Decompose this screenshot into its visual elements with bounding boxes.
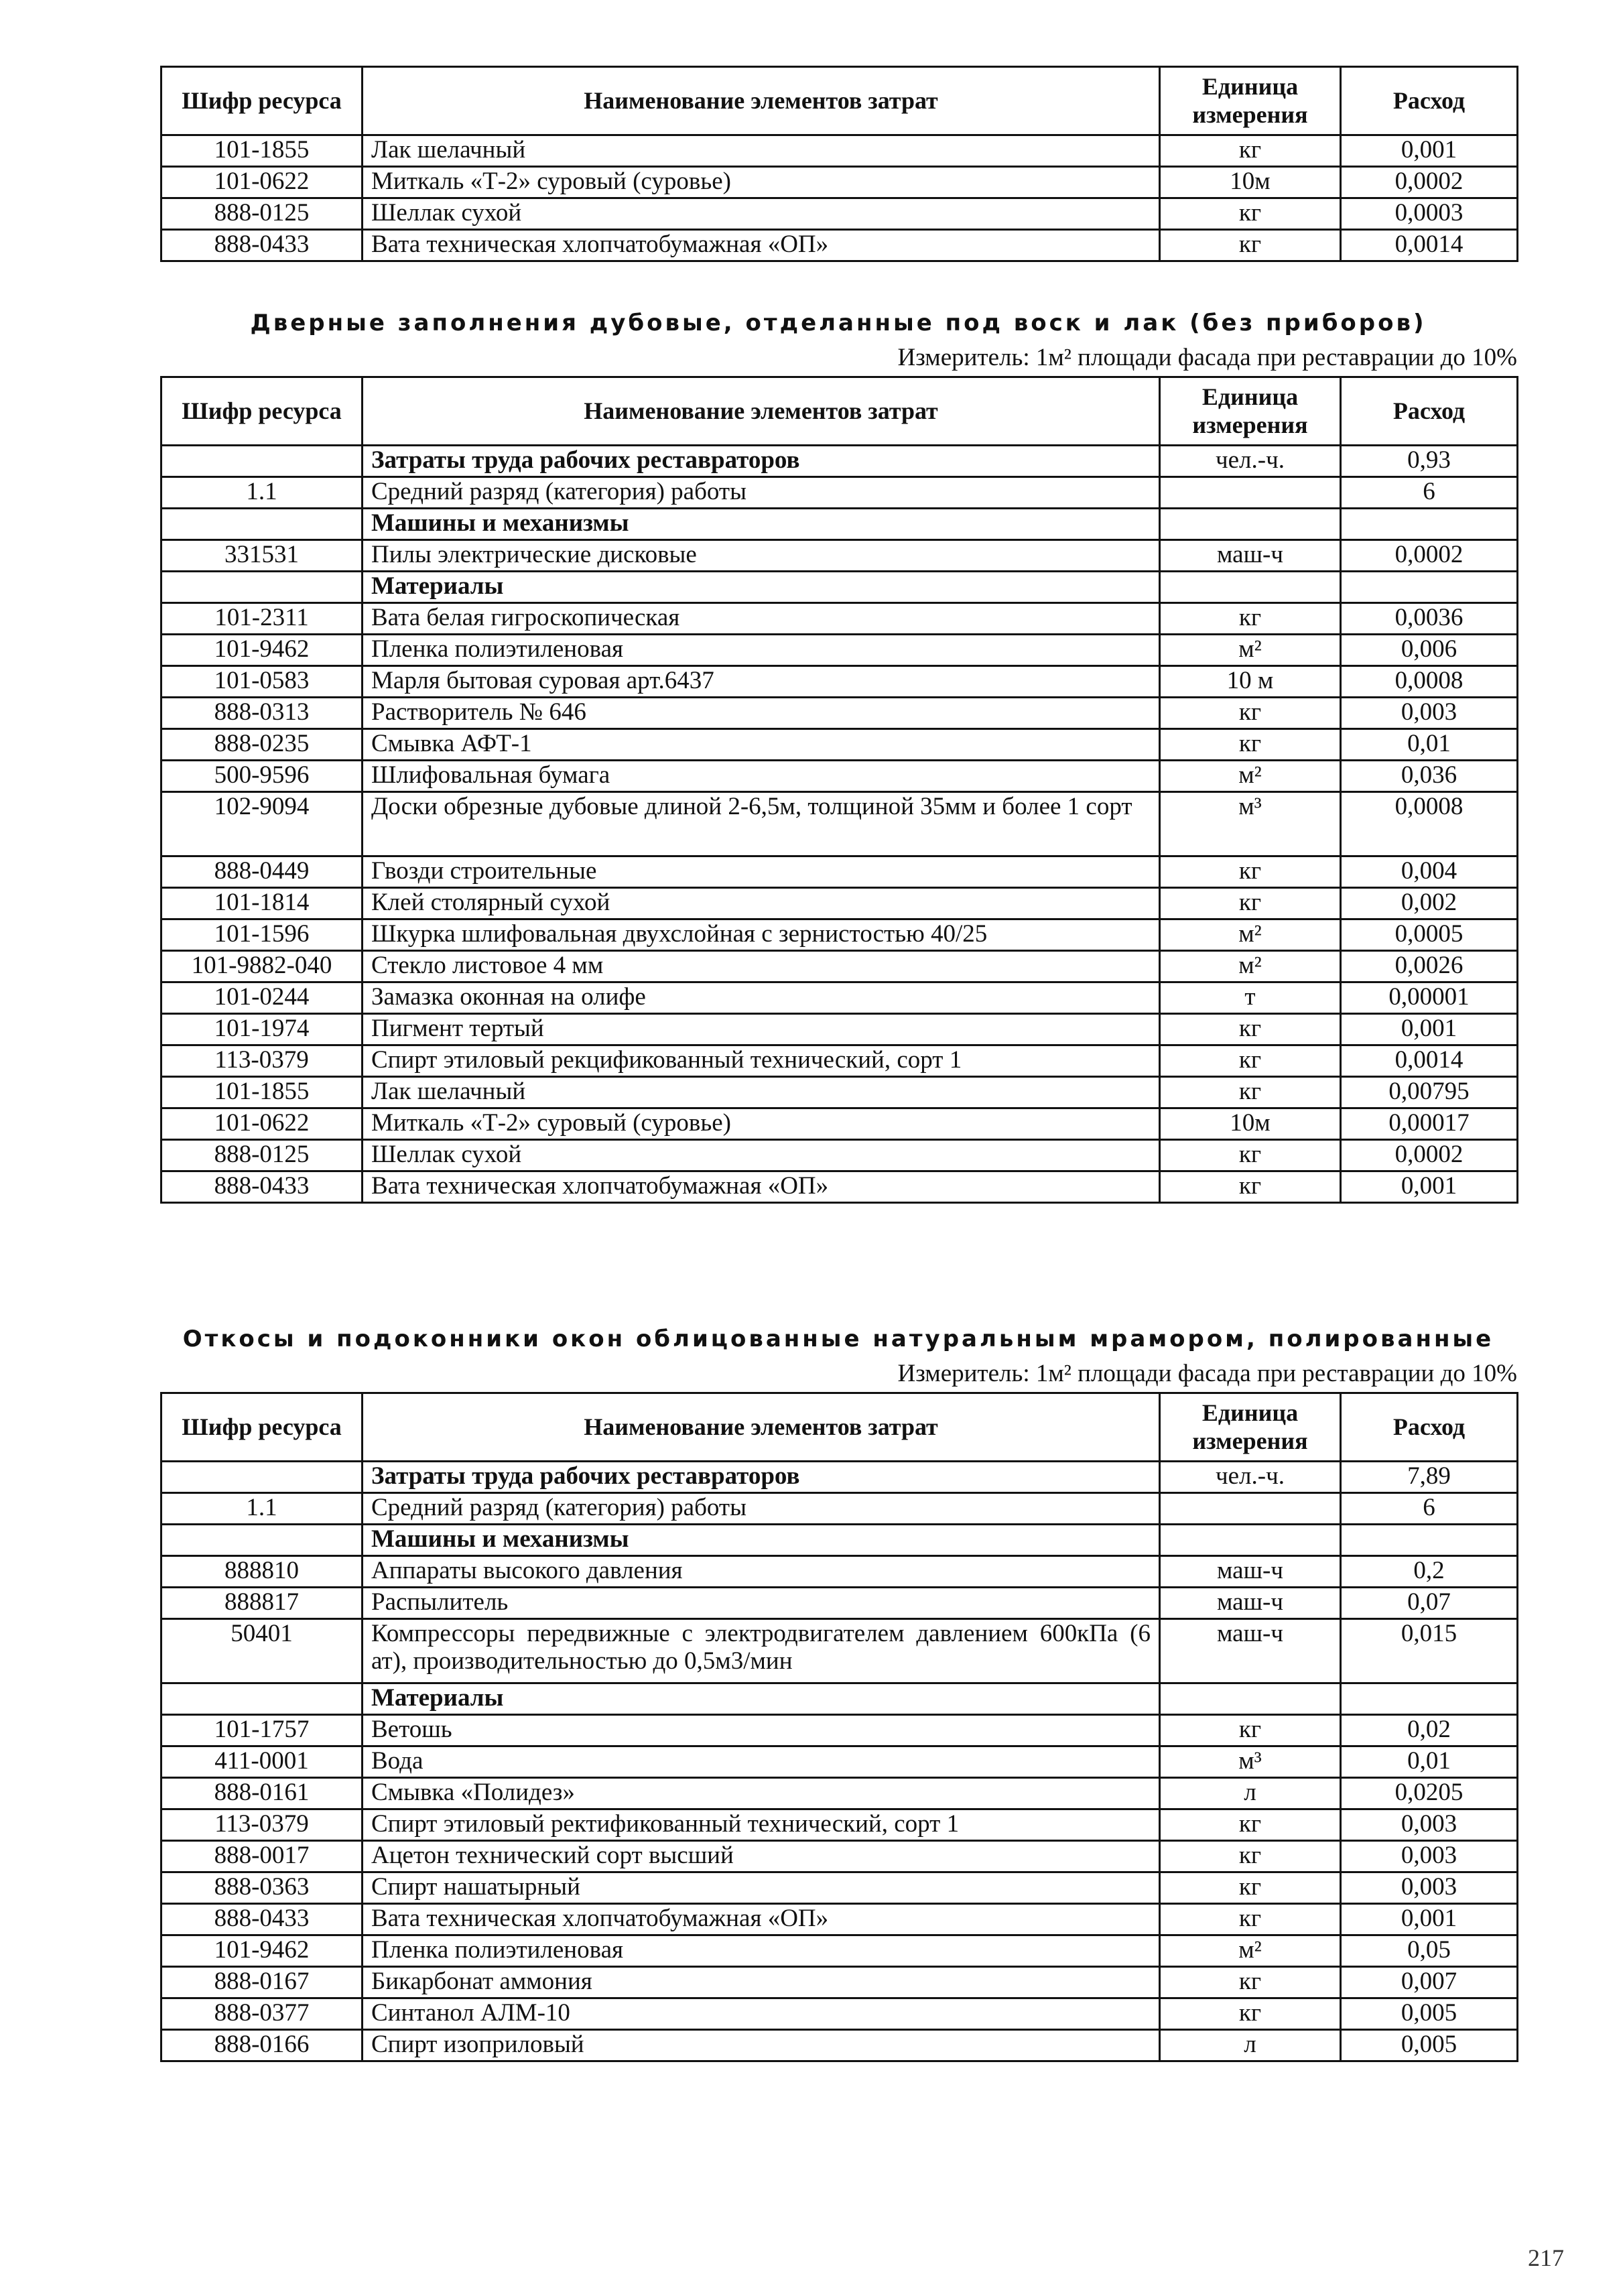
- table-row: [161, 1108, 1518, 1140]
- unit-of-measure: кг: [1160, 729, 1341, 761]
- unit-of-measure: маш-ч: [1160, 1556, 1341, 1588]
- table-header-row: [161, 1393, 1518, 1462]
- cost-element-name: Доски обрезные дубовые длиной 2-6,5м, толщиной 35мм и более 1 сорт: [363, 792, 1160, 856]
- cost-element-name: Спирт этиловый ректификованный технический, сорт 1: [363, 1809, 1160, 1841]
- unit-of-measure: м²: [1160, 635, 1341, 666]
- unit-of-measure: кг: [1160, 1140, 1341, 1171]
- resource-code: 50401: [161, 1619, 363, 1683]
- table-row: [161, 1171, 1518, 1203]
- table-row: [161, 1493, 1518, 1525]
- resource-code: 101-1855: [161, 135, 363, 167]
- table-row: [161, 1683, 1518, 1715]
- unit-of-measure: кг: [1160, 1967, 1341, 1998]
- cost-element-name: Пленка полиэтиленовая: [363, 1935, 1160, 1967]
- cost-element-name: Клей столярный сухой: [363, 888, 1160, 919]
- consumption-amount: 0,01: [1341, 1746, 1518, 1778]
- consumption-amount: 0,0014: [1341, 1045, 1518, 1077]
- table-header-row: [161, 67, 1518, 135]
- unit-of-measure: м³: [1160, 1746, 1341, 1778]
- resource-code: 101-1814: [161, 888, 363, 919]
- cost-element-name: Пленка полиэтиленовая: [363, 635, 1160, 666]
- consumption-amount: 0,001: [1341, 1904, 1518, 1935]
- section-meter-door-fillings: Измеритель: 1м² площади фасада при реставрации до 10%: [897, 344, 1517, 371]
- cost-element-name: Аппараты высокого давления: [363, 1556, 1160, 1588]
- cost-element-name: Вата техническая хлопчатобумажная «ОП»: [363, 230, 1160, 261]
- resource-table-door-fillings: [160, 376, 1518, 1204]
- unit-of-measure: кг: [1160, 1904, 1341, 1935]
- table-row: [161, 761, 1518, 792]
- table-row: [161, 1967, 1518, 1998]
- cost-element-name: Распылитель: [363, 1588, 1160, 1619]
- resource-code: 888-0166: [161, 2030, 363, 2061]
- unit-of-measure: кг: [1160, 230, 1341, 261]
- table-row: [161, 1935, 1518, 1967]
- consumption-amount: [1341, 572, 1518, 603]
- cost-element-name: Стекло листовое 4 мм: [363, 951, 1160, 982]
- consumption-amount: 0,001: [1341, 135, 1518, 167]
- unit-of-measure: кг: [1160, 1171, 1341, 1203]
- header-code: Шифр ресурса: [161, 377, 363, 446]
- cost-element-name: Марля бытовая суровая арт.6437: [363, 666, 1160, 698]
- resource-code: 888-0313: [161, 698, 363, 729]
- cost-element-name: Миткаль «Т-2» суровый (суровье): [363, 167, 1160, 198]
- cost-element-name: Лак шелачный: [363, 1077, 1160, 1108]
- unit-of-measure: м²: [1160, 761, 1341, 792]
- cost-element-name: Вода: [363, 1746, 1160, 1778]
- resource-code: 102-9094: [161, 792, 363, 856]
- unit-of-measure: кг: [1160, 1841, 1341, 1872]
- consumption-amount: 0,01: [1341, 729, 1518, 761]
- resource-code: [161, 1462, 363, 1493]
- table-row: [161, 1841, 1518, 1872]
- resource-code: 101-1974: [161, 1014, 363, 1045]
- cost-element-name: Растворитель № 646: [363, 698, 1160, 729]
- unit-of-measure: кг: [1160, 1045, 1341, 1077]
- consumption-amount: 0,036: [1341, 761, 1518, 792]
- table-row: [161, 982, 1518, 1014]
- resource-code: 101-0244: [161, 982, 363, 1014]
- cost-element-name: Вата техническая хлопчатобумажная «ОП»: [363, 1171, 1160, 1203]
- resource-code: 101-9462: [161, 635, 363, 666]
- unit-of-measure: кг: [1160, 1998, 1341, 2030]
- header-name: Наименование элементов затрат: [363, 67, 1160, 135]
- resource-table-continued: [160, 66, 1518, 262]
- cost-element-name: Затраты труда рабочих реставраторов: [363, 446, 1160, 477]
- header-code: Шифр ресурса: [161, 1393, 363, 1462]
- cost-element-name: Замазка оконная на олифе: [363, 982, 1160, 1014]
- table-row: [161, 167, 1518, 198]
- table-row: [161, 477, 1518, 509]
- resource-code: 411-0001: [161, 1746, 363, 1778]
- table-row: [161, 856, 1518, 888]
- table-row: [161, 572, 1518, 603]
- consumption-amount: 0,0205: [1341, 1778, 1518, 1809]
- table-row: [161, 1809, 1518, 1841]
- table-row: [161, 951, 1518, 982]
- unit-of-measure: чел.-ч.: [1160, 1462, 1341, 1493]
- consumption-amount: 0,003: [1341, 1841, 1518, 1872]
- header-name: Наименование элементов затрат: [363, 377, 1160, 446]
- unit-of-measure: м³: [1160, 792, 1341, 856]
- cost-element-name: Вата белая гигроскопическая: [363, 603, 1160, 635]
- cost-element-name: Спирт нашатырный: [363, 1872, 1160, 1904]
- table-row: [161, 1715, 1518, 1746]
- table-row: [161, 698, 1518, 729]
- header-amount: Расход: [1341, 1393, 1518, 1462]
- consumption-amount: 0,0008: [1341, 792, 1518, 856]
- unit-of-measure: л: [1160, 1778, 1341, 1809]
- unit-of-measure: чел.-ч.: [1160, 446, 1341, 477]
- table-row: [161, 1619, 1518, 1683]
- table-row: [161, 135, 1518, 167]
- consumption-amount: 0,93: [1341, 446, 1518, 477]
- unit-of-measure: [1160, 572, 1341, 603]
- unit-of-measure: кг: [1160, 856, 1341, 888]
- cost-element-name: Вата техническая хлопчатобумажная «ОП»: [363, 1904, 1160, 1935]
- unit-of-measure: маш-ч: [1160, 1588, 1341, 1619]
- resource-code: [161, 1683, 363, 1715]
- unit-of-measure: кг: [1160, 1809, 1341, 1841]
- header-code: Шифр ресурса: [161, 67, 363, 135]
- unit-of-measure: маш-ч: [1160, 540, 1341, 572]
- table-row: [161, 1077, 1518, 1108]
- table-row: [161, 1778, 1518, 1809]
- resource-code: 888-0449: [161, 856, 363, 888]
- consumption-amount: 0,003: [1341, 1809, 1518, 1841]
- unit-of-measure: м²: [1160, 1935, 1341, 1967]
- resource-code: 888-0017: [161, 1841, 363, 1872]
- consumption-amount: 0,015: [1341, 1619, 1518, 1683]
- consumption-amount: 0,00795: [1341, 1077, 1518, 1108]
- section-title-window-slopes: Откосы и подоконники окон облицованные натуральным мрамором, полированные: [182, 1326, 1494, 1352]
- unit-of-measure: кг: [1160, 888, 1341, 919]
- unit-of-measure: м²: [1160, 919, 1341, 951]
- table-row: [161, 1525, 1518, 1556]
- table-row: [161, 1045, 1518, 1077]
- consumption-amount: 0,003: [1341, 698, 1518, 729]
- cost-element-name: Материалы: [363, 572, 1160, 603]
- consumption-amount: 0,0014: [1341, 230, 1518, 261]
- resource-code: 888-0167: [161, 1967, 363, 1998]
- consumption-amount: 0,0036: [1341, 603, 1518, 635]
- consumption-amount: 0,002: [1341, 888, 1518, 919]
- cost-element-name: Затраты труда рабочих реставраторов: [363, 1462, 1160, 1493]
- unit-of-measure: маш-ч: [1160, 1619, 1341, 1683]
- table-row: [161, 509, 1518, 540]
- table-row: [161, 919, 1518, 951]
- page-number: 217: [1528, 2244, 1564, 2271]
- consumption-amount: 6: [1341, 1493, 1518, 1525]
- header-amount: Расход: [1341, 377, 1518, 446]
- section-title-door-fillings: Дверные заполнения дубовые, отделанные под воск и лак (без приборов): [250, 310, 1427, 336]
- unit-of-measure: [1160, 1525, 1341, 1556]
- cost-element-name: Шеллак сухой: [363, 1140, 1160, 1171]
- consumption-amount: 0,07: [1341, 1588, 1518, 1619]
- resource-code: 500-9596: [161, 761, 363, 792]
- cost-element-name: Шкурка шлифовальная двухслойная с зернистостью 40/25: [363, 919, 1160, 951]
- resource-code: 888-0377: [161, 1998, 363, 2030]
- consumption-amount: 0,0005: [1341, 919, 1518, 951]
- consumption-amount: 6: [1341, 477, 1518, 509]
- cost-element-name: Средний разряд (категория) работы: [363, 1493, 1160, 1525]
- cost-element-name: Смывка «Полидез»: [363, 1778, 1160, 1809]
- unit-of-measure: кг: [1160, 198, 1341, 230]
- consumption-amount: 0,02: [1341, 1715, 1518, 1746]
- consumption-amount: 0,00001: [1341, 982, 1518, 1014]
- consumption-amount: 0,005: [1341, 1998, 1518, 2030]
- cost-element-name: Синтанол АЛМ-10: [363, 1998, 1160, 2030]
- unit-of-measure: т: [1160, 982, 1341, 1014]
- consumption-amount: 0,0002: [1341, 1140, 1518, 1171]
- cost-element-name: Гвозди строительные: [363, 856, 1160, 888]
- table-row: [161, 1014, 1518, 1045]
- table-row: [161, 635, 1518, 666]
- consumption-amount: [1341, 1683, 1518, 1715]
- consumption-amount: 0,005: [1341, 2030, 1518, 2061]
- resource-code: 101-0622: [161, 167, 363, 198]
- resource-code: 113-0379: [161, 1809, 363, 1841]
- resource-code: 101-9462: [161, 1935, 363, 1967]
- table-row: [161, 792, 1518, 856]
- header-amount: Расход: [1341, 67, 1518, 135]
- unit-of-measure: кг: [1160, 698, 1341, 729]
- resource-code: 1.1: [161, 1493, 363, 1525]
- consumption-amount: 0,0003: [1341, 198, 1518, 230]
- consumption-amount: 0,007: [1341, 1967, 1518, 1998]
- resource-code: 101-2311: [161, 603, 363, 635]
- table-row: [161, 603, 1518, 635]
- consumption-amount: 0,001: [1341, 1171, 1518, 1203]
- table-row: [161, 2030, 1518, 2061]
- cost-element-name: Шлифовальная бумага: [363, 761, 1160, 792]
- consumption-amount: 0,0002: [1341, 167, 1518, 198]
- table-row: [161, 1140, 1518, 1171]
- cost-element-name: Компрессоры передвижные с электродвигателем давлением 600кПа (6 ат), производительностью до 0,5м3/мин: [363, 1619, 1160, 1683]
- header-name: Наименование элементов затрат: [363, 1393, 1160, 1462]
- resource-table-window-slopes: [160, 1392, 1518, 2062]
- consumption-amount: 0,2: [1341, 1556, 1518, 1588]
- unit-of-measure: 10 м: [1160, 666, 1341, 698]
- consumption-amount: 0,0002: [1341, 540, 1518, 572]
- consumption-amount: 0,00017: [1341, 1108, 1518, 1140]
- consumption-amount: 0,003: [1341, 1872, 1518, 1904]
- unit-of-measure: [1160, 509, 1341, 540]
- table-row: [161, 1998, 1518, 2030]
- resource-code: 888-0433: [161, 1904, 363, 1935]
- table-row: [161, 1462, 1518, 1493]
- unit-of-measure: 10м: [1160, 167, 1341, 198]
- table-row: [161, 1556, 1518, 1588]
- resource-code: 101-1596: [161, 919, 363, 951]
- consumption-amount: [1341, 1525, 1518, 1556]
- unit-of-measure: м²: [1160, 951, 1341, 982]
- resource-code: [161, 1525, 363, 1556]
- unit-of-measure: кг: [1160, 1872, 1341, 1904]
- cost-element-name: Материалы: [363, 1683, 1160, 1715]
- resource-code: [161, 572, 363, 603]
- table-row: [161, 666, 1518, 698]
- table-row: [161, 446, 1518, 477]
- resource-code: 113-0379: [161, 1045, 363, 1077]
- cost-element-name: Средний разряд (категория) работы: [363, 477, 1160, 509]
- resource-code: [161, 509, 363, 540]
- unit-of-measure: кг: [1160, 135, 1341, 167]
- unit-of-measure: [1160, 477, 1341, 509]
- header-unit: Единица измерения: [1160, 377, 1341, 446]
- table-row: [161, 888, 1518, 919]
- table-row: [161, 198, 1518, 230]
- cost-element-name: Лак шелачный: [363, 135, 1160, 167]
- unit-of-measure: кг: [1160, 1715, 1341, 1746]
- resource-code: 888-0125: [161, 1140, 363, 1171]
- consumption-amount: 0,0008: [1341, 666, 1518, 698]
- cost-element-name: Миткаль «Т-2» суровый (суровье): [363, 1108, 1160, 1140]
- resource-code: 888810: [161, 1556, 363, 1588]
- table-row: [161, 1904, 1518, 1935]
- unit-of-measure: кг: [1160, 1077, 1341, 1108]
- header-unit: Единица измерения: [1160, 1393, 1341, 1462]
- cost-element-name: Спирт изоприловый: [363, 2030, 1160, 2061]
- unit-of-measure: кг: [1160, 1014, 1341, 1045]
- resource-code: 101-9882-040: [161, 951, 363, 982]
- consumption-amount: 0,05: [1341, 1935, 1518, 1967]
- unit-of-measure: л: [1160, 2030, 1341, 2061]
- table-row: [161, 230, 1518, 261]
- table-row: [161, 540, 1518, 572]
- resource-code: 101-0622: [161, 1108, 363, 1140]
- consumption-amount: 0,0026: [1341, 951, 1518, 982]
- cost-element-name: Ветошь: [363, 1715, 1160, 1746]
- resource-code: 888-0433: [161, 1171, 363, 1203]
- unit-of-measure: 10м: [1160, 1108, 1341, 1140]
- table-row: [161, 1588, 1518, 1619]
- consumption-amount: [1341, 509, 1518, 540]
- resource-code: 101-1757: [161, 1715, 363, 1746]
- resource-code: 888817: [161, 1588, 363, 1619]
- cost-element-name: Спирт этиловый рекцификованный технический, сорт 1: [363, 1045, 1160, 1077]
- cost-element-name: Пигмент тертый: [363, 1014, 1160, 1045]
- table-header-row: [161, 377, 1518, 446]
- resource-code: 888-0235: [161, 729, 363, 761]
- table-row: [161, 1746, 1518, 1778]
- resource-code: [161, 446, 363, 477]
- cost-element-name: Пилы электрические дисковые: [363, 540, 1160, 572]
- table-row: [161, 729, 1518, 761]
- consumption-amount: 0,006: [1341, 635, 1518, 666]
- consumption-amount: 7,89: [1341, 1462, 1518, 1493]
- unit-of-measure: [1160, 1493, 1341, 1525]
- unit-of-measure: кг: [1160, 603, 1341, 635]
- section-meter-window-slopes: Измеритель: 1м² площади фасада при реставрации до 10%: [897, 1360, 1517, 1387]
- cost-element-name: Ацетон технический сорт высший: [363, 1841, 1160, 1872]
- resource-code: 888-0125: [161, 198, 363, 230]
- cost-element-name: Бикарбонат аммония: [363, 1967, 1160, 1998]
- cost-element-name: Шеллак сухой: [363, 198, 1160, 230]
- consumption-amount: 0,001: [1341, 1014, 1518, 1045]
- resource-code: 888-0433: [161, 230, 363, 261]
- table-row: [161, 1872, 1518, 1904]
- resource-code: 888-0363: [161, 1872, 363, 1904]
- cost-element-name: Смывка АФТ-1: [363, 729, 1160, 761]
- header-unit: Единица измерения: [1160, 67, 1341, 135]
- cost-element-name: Машины и механизмы: [363, 1525, 1160, 1556]
- unit-of-measure: [1160, 1683, 1341, 1715]
- resource-code: 101-0583: [161, 666, 363, 698]
- resource-code: 888-0161: [161, 1778, 363, 1809]
- cost-element-name: Машины и механизмы: [363, 509, 1160, 540]
- consumption-amount: 0,004: [1341, 856, 1518, 888]
- resource-code: 1.1: [161, 477, 363, 509]
- resource-code: 331531: [161, 540, 363, 572]
- resource-code: 101-1855: [161, 1077, 363, 1108]
